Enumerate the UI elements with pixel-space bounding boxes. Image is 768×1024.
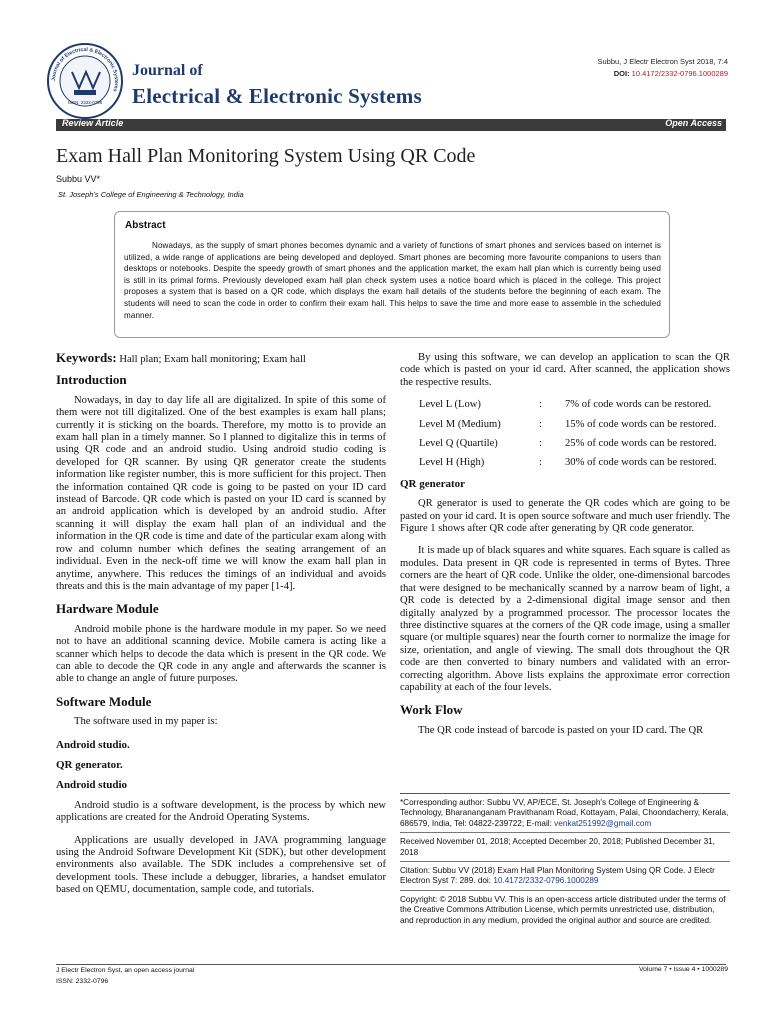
left-column: [56, 352, 386, 907]
footer-issn: ISSN: 2332-0796: [56, 977, 109, 985]
logo-issn: ISSN: 2332-0796: [67, 100, 103, 105]
level-colon: :: [539, 457, 542, 469]
footnote-block: [400, 793, 730, 929]
footer-journal-line: J Electr Electron Syst, an open access journal: [56, 967, 195, 974]
corresponding-author-text: *Corresponding author: Subbu VV, AP/ECE, St. Joseph's College of Engineering & Technology, Bharananganam Pravithanam Road, Kottayam, Palai, Choondacherry, Kerala, 686579, India, Tel: 04822-239722; E-mail:: [400, 798, 729, 828]
footer-volume-info: Volume 7 • Issue 4 • 1000289: [638, 966, 728, 973]
software-module-heading: Software Module: [56, 693, 152, 709]
software-use-paragraph: By using this software, we can develop an application to scan the QR code which is pasted on your id card. After scanned, the application shows the respective results.: [400, 352, 730, 388]
abstract-text: Nowadays, as the supply of smart phones becomes dynamic and a variety of functions of smart phones and services based on internet is utilized, a wide range of applications are being developed and deployed. Smart phones are becoming more favourite companions to users than desktops or notebooks. Despite the speedy growth of smart phones and the application market, the exam hall plan which is currently being used is still in its primal forms. Previously developed exam hall plan check system uses a notice board which is placed in the college. This project proposes a system that is based on a QR code, which displays the exam hall details of the students before the beginning of each exam. The students will need to scan the code in order to confirm their exam hall. This helps to save the time and more ease to assemble in the scheduled manner.: [124, 241, 661, 320]
android-studio-paragraph-2: Applications are usually developed in JAVA programming language using the Android Software Development Kit (SDK), but other development environments also available. The SDK includes a comprehensive set of development tools. These include a debugger, libraries, a handset emulator based on QEMU, documentation, sample code, and tutorials.: [56, 834, 386, 896]
level-value: 25% of code words can be restored.: [565, 438, 717, 450]
footer-journal-info: [56, 966, 194, 987]
author: Subbu VV*: [56, 174, 101, 184]
header-citation: [598, 56, 729, 80]
level-row: [419, 399, 730, 411]
introduction-heading: Introduction: [56, 372, 127, 388]
journal-logo: [46, 42, 124, 120]
review-article-label: Review Article: [62, 118, 124, 128]
software-module-paragraph: The software used in my paper is:: [74, 716, 218, 728]
corresponding-author: [400, 798, 730, 833]
dates: Received November 01, 2018; Accepted December 20, 2018; Published December 31, 2018: [400, 837, 730, 862]
error-correction-levels: [400, 399, 730, 470]
doi-link[interactable]: 10.4172/2332-0796.1000289: [631, 69, 728, 78]
header-cite-line: Subbu, J Electr Electron Syst 2018, 7:4: [597, 57, 728, 66]
doi-label: DOI:: [613, 69, 630, 78]
copyright: Copyright: © 2018 Subbu VV. This is an open-access article distributed under the terms of the Creative Commons Attribution License, which permits unrestricted use, distribution, and reproduction in any medium, provided the original author and source are credited.: [400, 894, 726, 925]
level-name: Level L (Low): [419, 399, 481, 411]
abstract-heading: Abstract: [125, 220, 166, 231]
journal-name-line1: Journal of: [132, 62, 203, 79]
software-item-android-studio: Android studio.: [56, 738, 130, 751]
keywords-label: Keywords:: [56, 350, 117, 365]
keywords: [56, 352, 386, 366]
hardware-module-paragraph: Android mobile phone is the hardware module in my paper. So we need not to have an additional scanning device. Mobile camera is acting like a scanner which helps to decode the data which is present in the QR code. We can able to decode the QR code in any angle and afterwards the scanner is able to change an angle of future purposes.: [56, 623, 386, 685]
hardware-module-heading: Hardware Module: [56, 601, 159, 617]
qr-generator-heading: QR generator: [400, 477, 466, 490]
android-studio-heading: Android studio: [56, 779, 128, 792]
journal-name-line2: Electrical & Electronic Systems: [132, 84, 422, 108]
affiliation: St. Joseph's College of Engineering & Technology, India: [58, 190, 244, 199]
abstract-box: [114, 211, 670, 338]
level-row: [419, 419, 730, 431]
work-flow-paragraph: The QR code instead of barcode is pasted on your ID card. The QR: [418, 724, 704, 736]
qr-generator-paragraph-1: QR generator is used to generate the QR codes which are going to be pasted on your id card. It is open source software and much user friendly. The Figure 1 shows after QR code after generating by QR code generator.: [400, 498, 730, 535]
level-colon: :: [539, 399, 542, 411]
level-name: Level Q (Quartile): [419, 438, 498, 450]
open-access-label: Open Access: [665, 118, 722, 128]
level-row: [419, 438, 730, 450]
author-email-link[interactable]: venkat251992@gmail.com: [554, 818, 652, 828]
level-value: 15% of code words can be restored.: [565, 418, 717, 430]
level-value: 7% of code words can be restored.: [565, 399, 712, 411]
citation-text: Citation: Subbu VV (2018) Exam Hall Plan Monitoring System Using QR Code. J Electr Electron Syst 7: 289. doi:: [400, 866, 715, 886]
footer-rule: [56, 964, 726, 965]
level-name: Level H (High): [419, 457, 485, 469]
qr-generator-paragraph-2: It is made up of black squares and white squares. Each square is called as modules. Data present in QR code is represented in terms of Bytes. Three corners are the heart of QR code. Unlike the older, one-dimensional barcodes that were designed to be mechanically scanned by a narrow beam of light, a QR code is detected by a 2-dimensional digital image sensor and then digitally analyzed by a programmed processor. The processor locates the three distinctive squares at the corners of the QR code image, using a smaller square (or multiple squares) near the fourth corner to normalize the image for size, orientation, and angle of viewing. The small dots throughout the QR code are then converted to binary numbers and validated with an error-correcting algorithm. Above lists explains the approximate error correction capability at each of the four levels.: [400, 545, 730, 693]
citation-doi-link[interactable]: 10.4172/2332-0796.1000289: [493, 876, 599, 886]
article-type-banner: [56, 119, 726, 131]
article-title: Exam Hall Plan Monitoring System Using QR Code: [56, 145, 476, 167]
android-studio-paragraph-1: Android studio is a software development, is the process by which new applications are created for the Android Operating Systems.: [56, 799, 386, 824]
level-colon: :: [539, 438, 542, 450]
right-column: [400, 352, 730, 747]
level-row: [419, 457, 730, 469]
work-flow-heading: Work Flow: [400, 702, 463, 718]
keywords-text: Hall plan; Exam hall monitoring; Exam hall: [119, 354, 306, 365]
software-item-qr-generator: QR generator.: [56, 758, 123, 771]
introduction-paragraph: Nowadays, in day to day life all are digitalized. In spite of this some of them were not till digitalized. One of the best examples is exam hall plans; currently it is sticking on the boards. Therefore, my motto is to provide an exam hall plan in a timely manner. So I planned to digitalize this in terms of using QR code and an android studio. Using android studio coding is developed for QR scanner. By using QR generator create the students information like register number, this is more sufficient for this project. Then the information contained QR code is going to be pasted on your ID card instead of Barcode. QR code which is pasted on your ID card is scanned by an android application which is developed by an android studio. After scanning it will display the exam hall plan of an individual and the information in the QR code is time and date of the particular exam along with row and column number which defines the seating arrangement of an individual. Even in the neck-off time we will know the exam hall plan in anytime, anywhere. This reduces the timings of an individual and avoids threats and this is the main advantage of my paper [1-4].: [56, 394, 386, 592]
level-name: Level M (Medium): [419, 418, 501, 430]
level-colon: :: [539, 418, 542, 430]
citation: [400, 866, 730, 891]
level-value: 30% of code words can be restored.: [565, 457, 717, 469]
logo-ring-text: Journal of Electrical & Electronic Systems: [50, 46, 120, 93]
